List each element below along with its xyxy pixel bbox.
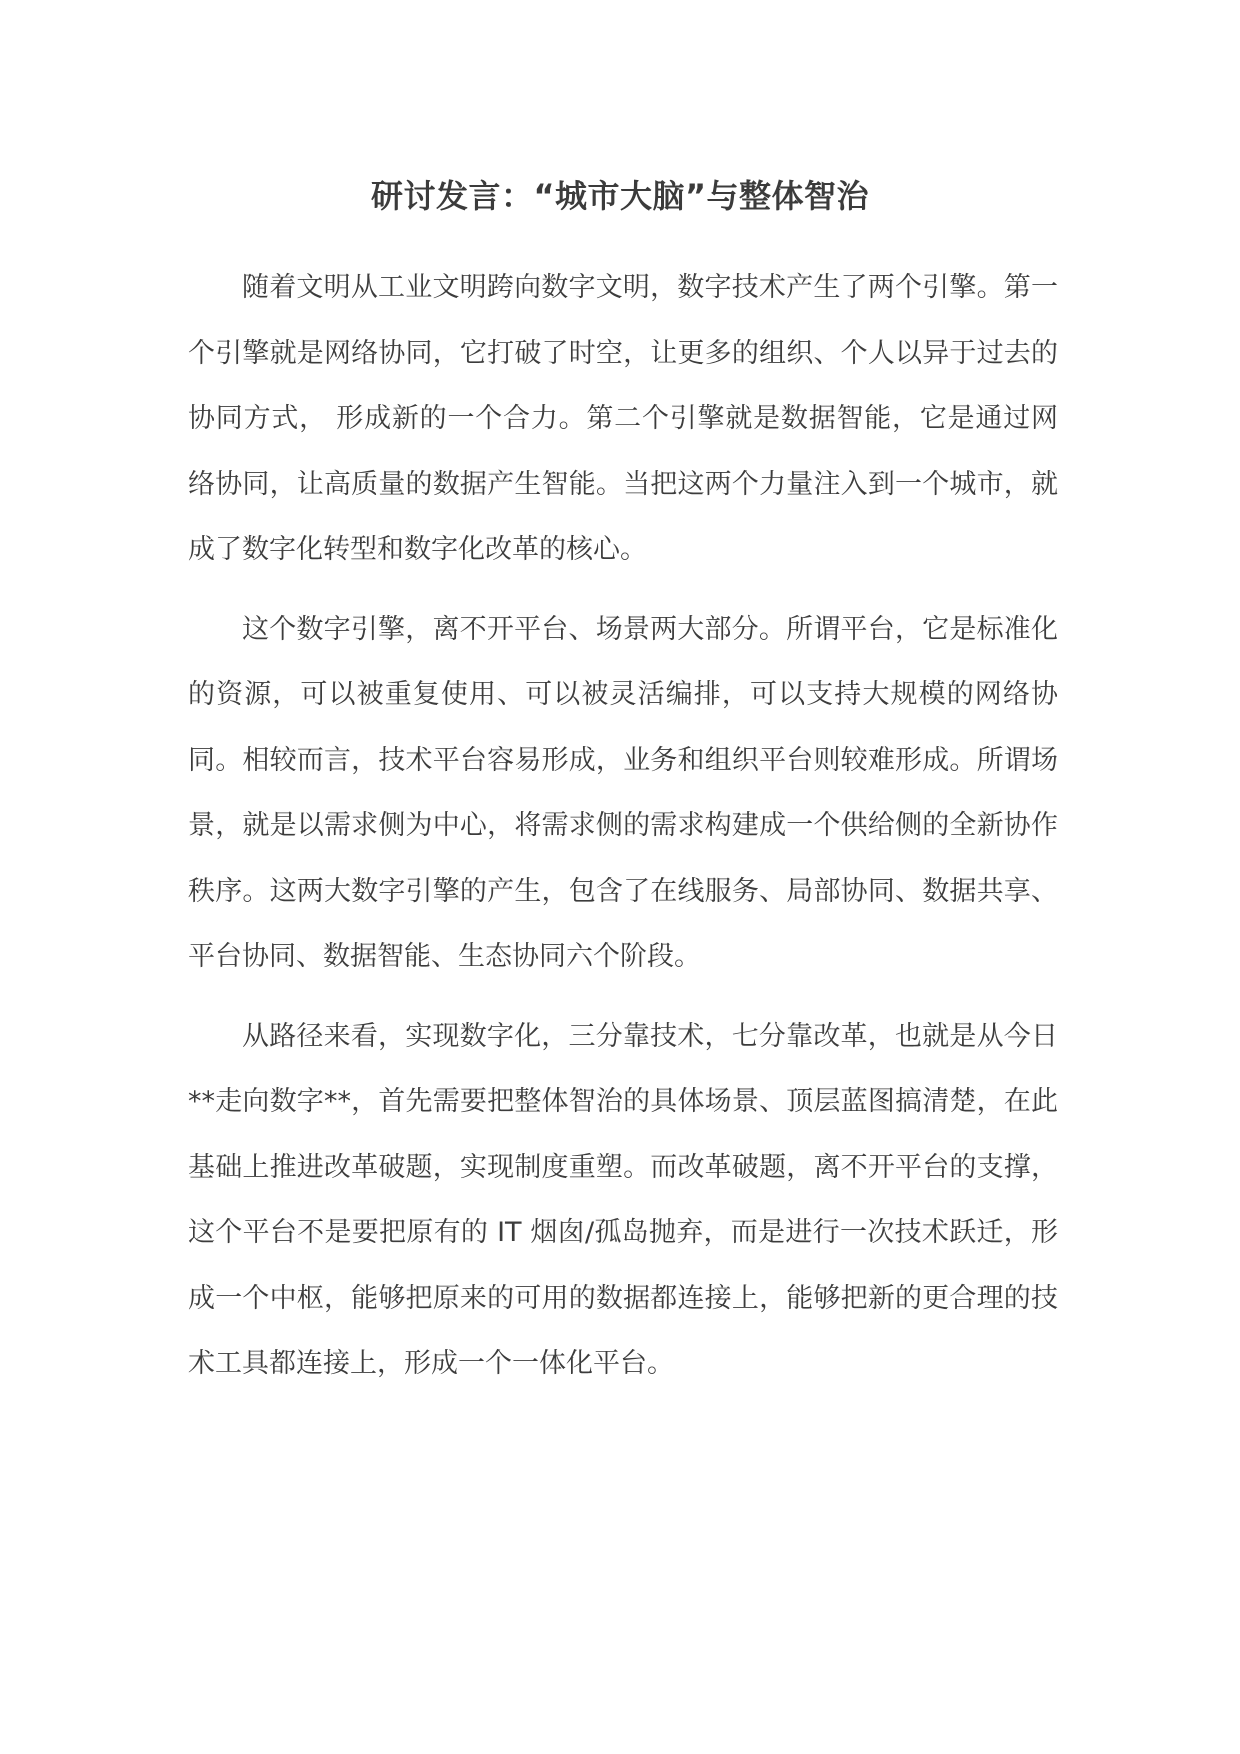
- document-title: 研讨发言：“城市大脑”与整体智治: [370, 177, 870, 215]
- paragraph-2: 这个数字引擎，离不开平台、场景两大部分。所谓平台，它是标准化的资源，可以被重复使用、可以被灵活编排，可以支持大规模的网络协同。相较而言，技术平台容易形成，业务和组织平台则较难形成。所谓场景，就是以需求侧为中心，将需求侧的需求构建成一个供给侧的全新协作秩序。这两大数字引擎的产生，包含了在线服务、局部协同、数据共享、平台协同、数据智能、生态协同六个阶段。: [188, 613, 1058, 972]
- paragraph-3: 从路径来看，实现数字化，三分靠技术，七分靠改革，也就是从今日**走向数字**，首先需要把整体智治的具体场景、顶层蓝图搞清楚，在此基础上推进改革破题，实现制度重塑。而改革破题，离不开平台的支撑，这个平台不是要把原有的 IT 烟囱/孤岛抛弃，而是进行一次技术跃迁，形成一个中枢，能够把原来的可用的数据都连接上，能够把新的更合理的技术工具都连接上，形成一个一体化平台。: [188, 1020, 1058, 1379]
- document-body: [188, 255, 1058, 1411]
- paragraph-1: 随着文明从工业文明跨向数字文明，数字技术产生了两个引擎。第一个引擎就是网络协同，它打破了时空，让更多的组织、个人以异于过去的协同方式， 形成新的一个合力。第二个引擎就是数据智能，它是通过网络协同，让高质量的数据产生智能。当把这两个力量注入到一个城市，就成了数字化转型和数字化改革的核心。: [188, 272, 1058, 565]
